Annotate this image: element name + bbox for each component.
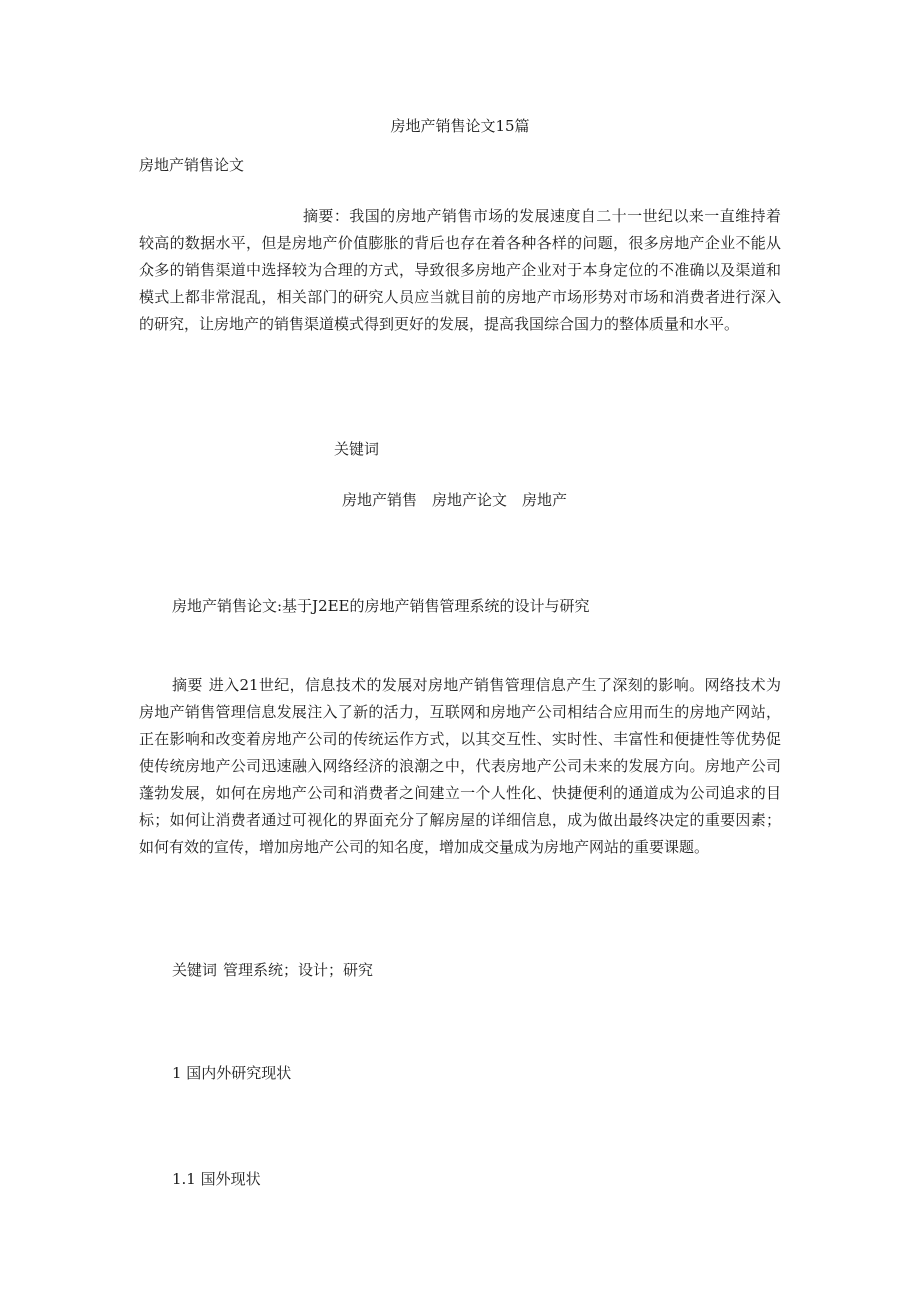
keywords-list-1 (342, 490, 582, 510)
keywords-label-1: 关键词 (334, 440, 380, 458)
abstract-text: 进入21世纪，信息技术的发展对房地产销售管理信息产生了深刻的影响。网络技术为房地产销售管理信息发展注入了新的活力，互联网和房地产公司相结合应用而生的房地产网站，正在影响和改变着房地产公司的传统运作方式，以其交互性、实时性、丰富性和便捷性等优势促使传统房地产公司迅速融入网络经济的浪潮之中，代表房地产公司未来的发展方向。房地产公司蓬勃发展，如何在房地产公司和消费者之间建立一个人性化、快捷便利的通道成为公司追求的目标；如何让消费者通过可视化的界面充分了解房屋的详细信息，成为做出最终决定的重要因素；如何有效的宣传，增加房地产公司的知名度，增加成交量成为房地产网站的重要课题。 (139, 676, 781, 856)
abstract-paragraph-2 (139, 672, 781, 861)
abstract-paragraph-1: 摘要：我国的房地产销售市场的发展速度自二十一世纪以来一直维持着较高的数据水平，但是房地产价值膨胀的背后也存在着各种各样的问题，很多房地产企业不能从众多的销售渠道中选择较为合理的方式，导致很多房地产企业对于本身定位的不准确以及渠道和模式上都非常混乱，相关部门的研究人员应当就目前的房地产市场形势对市场和消费者进行深入的研究，让房地产的销售渠道模式得到更好的发展，提高我国综合国力的整体质量和水平。 (139, 207, 781, 333)
keyword: 房地产销售 (342, 491, 418, 509)
keyword: 房地产论文 (432, 491, 508, 509)
keywords-label-2: 关键词 (172, 961, 218, 979)
keywords-text-2: 管理系统；设计；研究 (223, 961, 374, 979)
heading-1-1: 1.1 国外现状 (172, 1170, 261, 1188)
abstract-label: 摘要 (172, 676, 203, 694)
keyword: 房地产 (522, 491, 568, 509)
section-title: 房地产销售论文 (139, 156, 245, 174)
paper-subtitle: 房地产销售论文:基于J2EE的房地产销售管理系统的设计与研究 (172, 597, 590, 615)
keywords-line-2 (172, 960, 373, 980)
heading-1: 1 国内外研究现状 (172, 1064, 292, 1082)
document-title: 房地产销售论文15篇 (390, 117, 530, 135)
